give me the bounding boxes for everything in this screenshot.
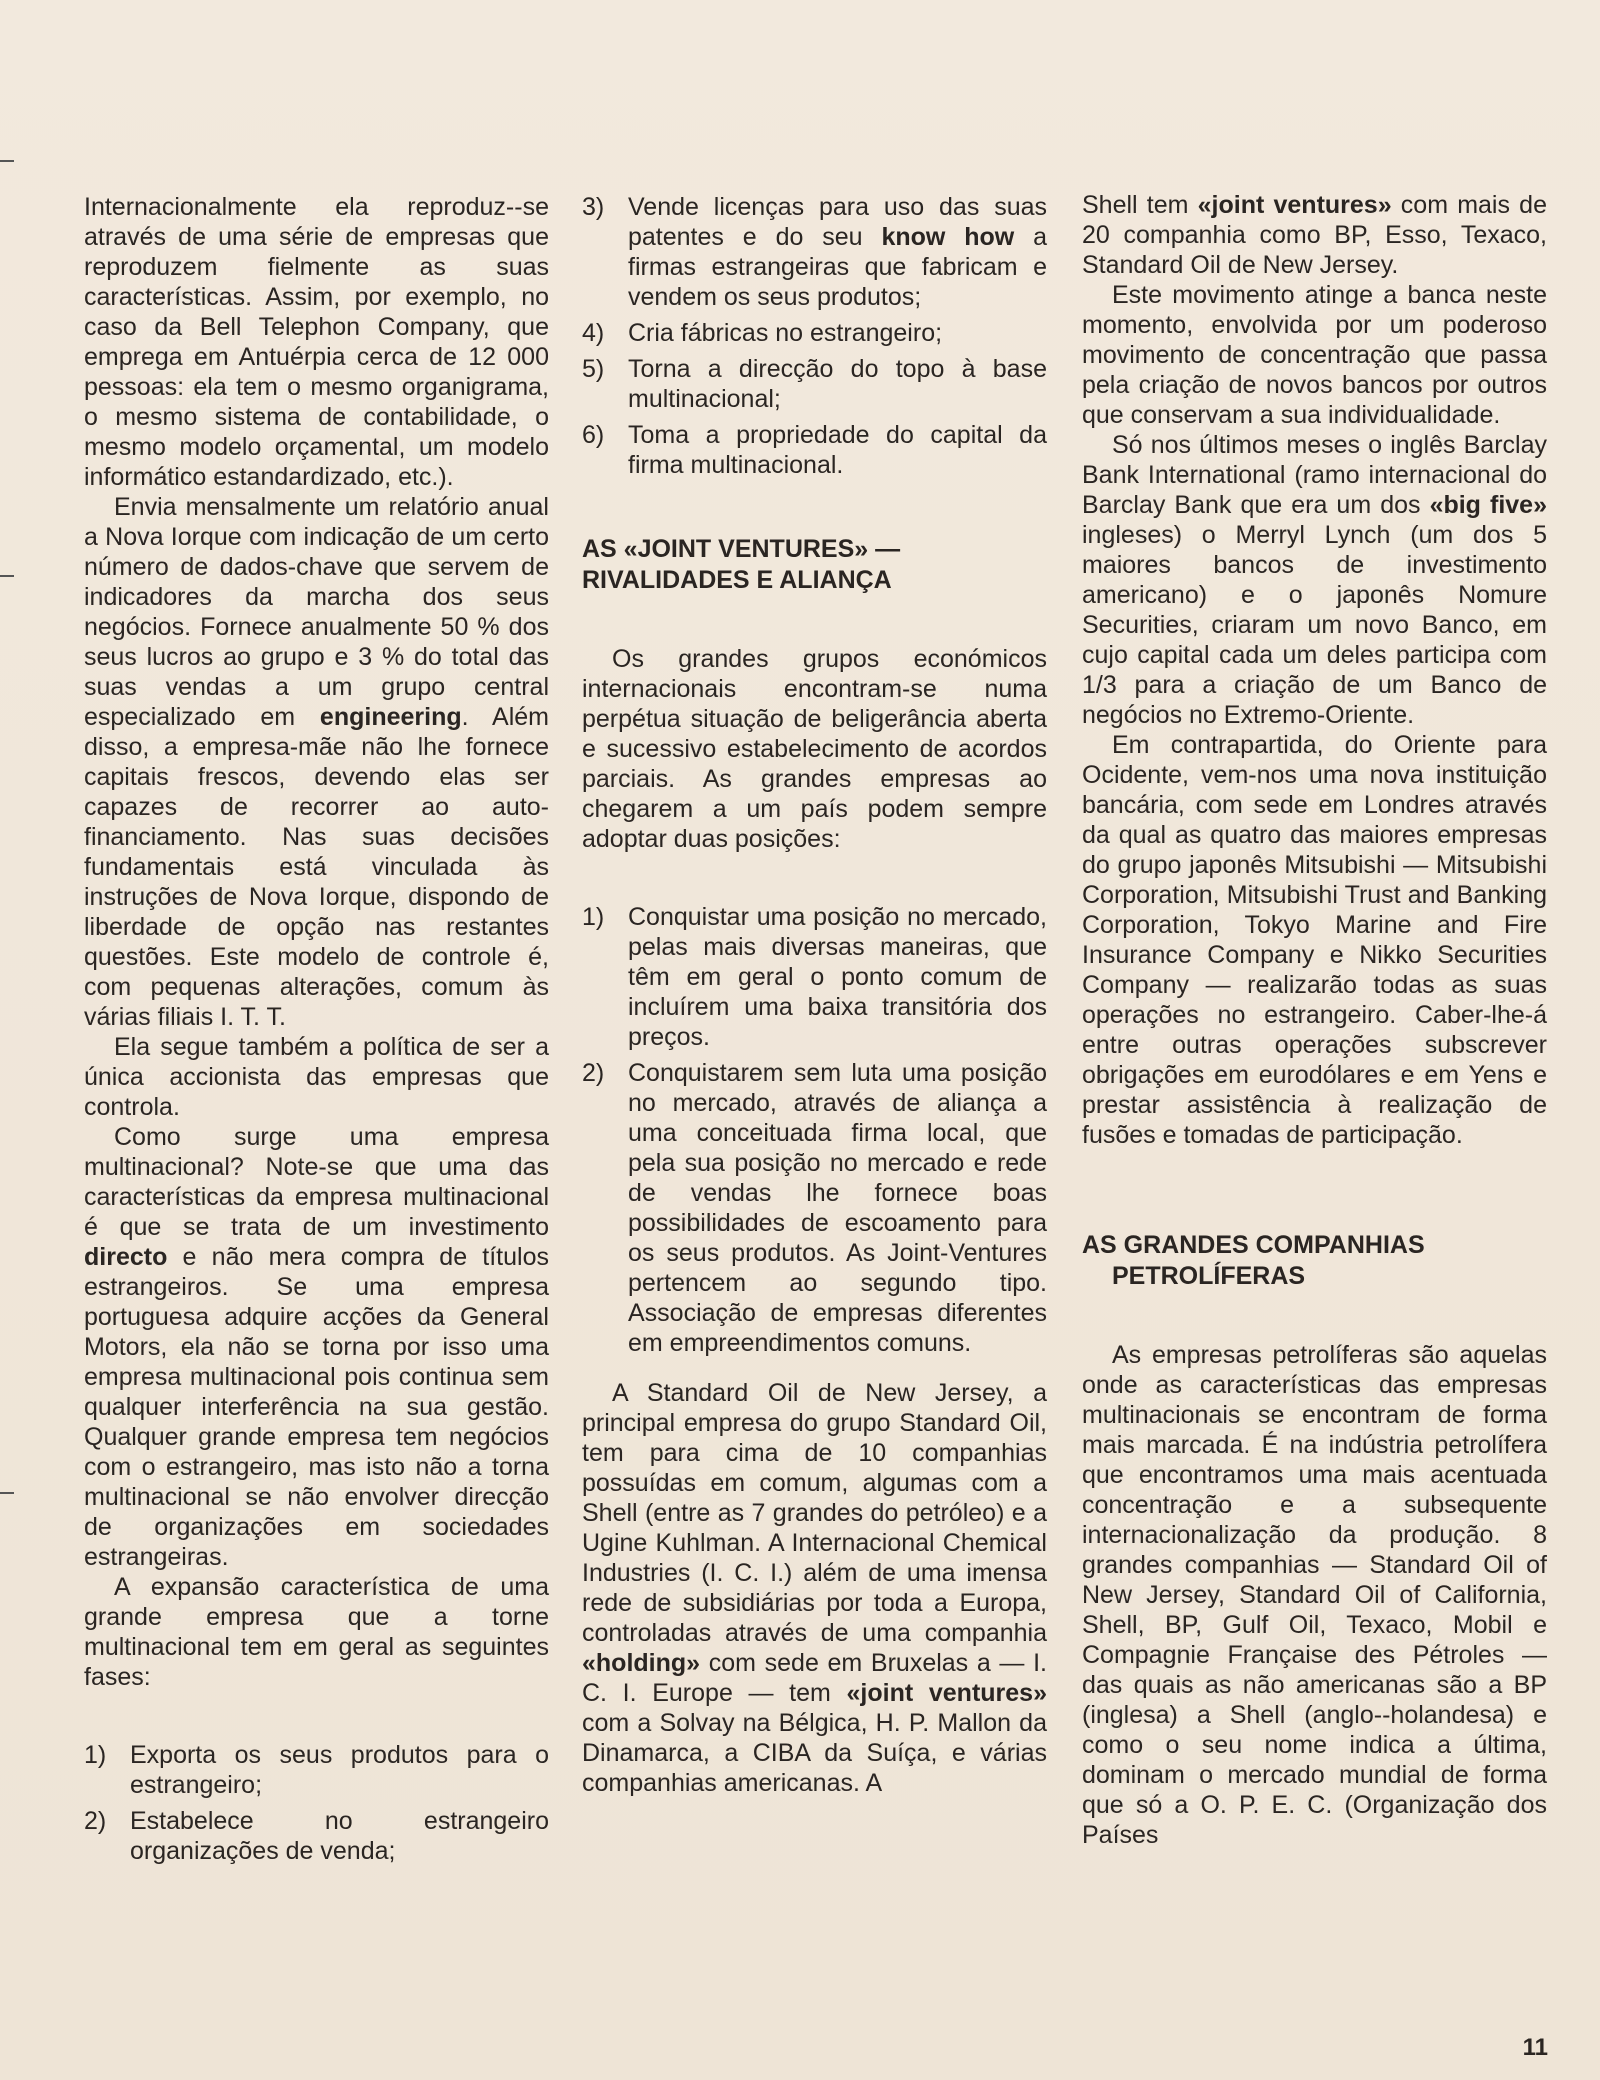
bold-term: «joint ventures»: [846, 1679, 1047, 1707]
bold-term: «holding»: [582, 1649, 701, 1677]
text-run: Só nos últimos meses o inglês Barclay Bank International (ramo internacional do Barclay Bank que era um dos: [1082, 431, 1547, 519]
position-list: [582, 902, 1047, 1358]
column-2: [582, 192, 1047, 1798]
list-number: 2): [582, 1059, 605, 1087]
paragraph: Em contrapartida, do Oriente para Ocidente, vem-nos uma nova instituição bancária, com sede em Londres através da qual as quatro das maiores empresas do grupo japonês Mitsubishi — Mitsubishi Corporation, Mitsubishi Trust and Banking Corporation, Tokyo Marine and Fire Insurance Company e Nikko Securities Company — realizarão todas as suas operações no estrangeiro. Caber-lhe-á entre outras operações subscrever obrigações em eurodólares e em Yens e prestar assistência à realização de fusões e tomadas de participação.: [1082, 731, 1547, 1149]
section-heading: AS GRANDES COMPANHIAS PETROLÍFERAS: [1082, 1231, 1425, 1290]
margin-mark: [0, 575, 14, 577]
column-3: [1082, 190, 1547, 1850]
list-number: 1): [84, 1741, 107, 1769]
list-item: [582, 192, 1047, 312]
list-item: [582, 420, 1047, 480]
list-item: [582, 354, 1047, 414]
section-heading: AS «JOINT VENTURES» — RIVALIDADES E ALIANÇA: [582, 535, 901, 594]
text-run: com mais de 20 companhia como BP, Esso, Texaco, Standard Oil de New Jersey.: [1082, 191, 1547, 279]
list-number: 5): [582, 355, 605, 383]
text-run: a firmas estrangeiras que fabricam e vendem os seus produtos;: [628, 223, 1048, 311]
text-run: e não mera compra de títulos estrangeiros. Se uma empresa portuguesa adquire acções da General Motors, ela não se torna por isso uma empresa multinacional pois continua sem qualquer interferência na sua gestão. Qualquer grande empresa tem negócios com o estrangeiro, mas isto não a torna multinacional se não envolver direcção de organizações em sociedades estrangeiras.: [84, 1243, 549, 1571]
list-number: 3): [582, 193, 605, 221]
text-run: . Além disso, a empresa-mãe não lhe fornece capitais frescos, devendo elas ser capazes de recorrer ao auto-financiamento. Nas suas decisões fundamentais está vinculada às instruções de Nova Iorque, dispondo de liberdade de opção nas restantes questões. Este modelo de controle é, com pequenas alterações, comum às várias filiais I. T. T.: [84, 703, 549, 1031]
bold-term: know how: [881, 223, 1015, 251]
text-run: Envia mensalmente um relatório anual a Nova Iorque com indicação de um certo número de dados-chave que servem de indicadores da marcha dos seus negócios. Fornece anualmente 50 % dos seus lucros ao grupo e 3 % do total das suas vendas a um grupo central especializado em: [84, 493, 549, 731]
phase-list: [84, 1740, 549, 1866]
list-number: 2): [84, 1807, 107, 1835]
list-item: [582, 1058, 1047, 1358]
bold-term: «joint ventures»: [1197, 191, 1392, 219]
list-text: Toma a propriedade do capital da firma multinacional.: [628, 421, 1047, 479]
list-number: 6): [582, 421, 605, 449]
list-text: Estabelece no estrangeiro organizações de venda;: [130, 1807, 549, 1865]
paragraph: A expansão característica de uma grande empresa que a torne multinacional tem em geral as seguintes fases:: [84, 1573, 549, 1691]
list-item: [84, 1806, 549, 1866]
list-text: Torna a direcção do topo à base multinacional;: [628, 355, 1047, 413]
list-number: 4): [582, 319, 605, 347]
margin-mark: [0, 160, 14, 162]
page-number: 11: [1522, 2034, 1548, 2061]
paragraph: [84, 1122, 549, 1572]
list-text: Exporta os seus produtos para o estrangeiro;: [130, 1741, 549, 1799]
text-run: ingleses) o Merryl Lynch (um dos 5 maiores bancos de investimento americano) e o japonês Nomure Securities, criaram um novo Banco, em cujo capital cada um deles participa com 1/3 para a criação de um Banco de negócios no Extremo-Oriente.: [1082, 521, 1547, 729]
paragraph: [1082, 190, 1547, 280]
bold-term: «big five»: [1429, 491, 1547, 519]
list-item: [582, 902, 1047, 1052]
bold-term: directo: [84, 1243, 168, 1271]
paragraph: Ela segue também a política de ser a única accionista das empresas que controla.: [84, 1033, 549, 1121]
bold-term: engineering: [319, 703, 462, 731]
column-1: [84, 192, 549, 1872]
paragraph: As empresas petrolíferas são aquelas onde as características das empresas multinacionais se encontram de forma mais marcada. É na indústria petrolífera que encontramos uma mais acentuada concentração e a subsequente internacionalização da produção. 8 grandes companhias — Standard Oil of New Jersey, Standard Oil of California, Shell, BP, Gulf Oil, Texaco, Mobil e Compagnie Française des Pétroles — das quais as não americanas são a BP (inglesa) a Shell (anglo--holandesa) e como o seu nome indica a última, dominam o mercado mundial de forma que só a O. P. E. C. (Organização dos Países: [1082, 1341, 1547, 1849]
paragraph: [1082, 430, 1547, 730]
paragraph: [84, 492, 549, 1032]
paragraph: Internacionalmente ela reproduz--se através de uma série de empresas que reproduzem fielmente as suas características. Assim, por exemplo, no caso da Bell Telephon Company, que emprega em Antuérpia cerca de 12 000 pessoas: ela tem o mesmo organigrama, o mesmo sistema de contabilidade, o mesmo modelo orçamental, um modelo informático estandardizado, etc.).: [84, 193, 549, 491]
text-run: com sede em Bruxelas a — I. C. I. Europe — tem: [582, 1649, 1047, 1707]
text-run: Como surge uma empresa multinacional? Note-se que uma das características da empresa multinacional é que se trata de um investimento: [84, 1123, 549, 1241]
list-text: Cria fábricas no estrangeiro;: [628, 319, 943, 347]
list-item: [84, 1740, 549, 1800]
list-item: [582, 318, 1047, 348]
margin-mark: [0, 1492, 14, 1494]
paragraph: Os grandes grupos económicos internacionais encontram-se numa perpétua situação de beligerância aberta e sucessivo estabelecimento de acordos parciais. As grandes empresas ao chegarem a um país podem sempre adoptar duas posições:: [582, 645, 1047, 853]
phase-list-continued: [582, 192, 1047, 480]
list-text: Conquistar uma posição no mercado, pelas mais diversas maneiras, que têm em geral o ponto comum de incluírem uma baixa transitória dos preços.: [628, 903, 1047, 1051]
text-run: A Standard Oil de New Jersey, a principal empresa do grupo Standard Oil, tem para cima de 10 companhias possuídas em comum, algumas com a Shell (entre as 7 grandes do petróleo) e a Ugine Kuhlman. A Internacional Chemical Industries (I. C. I.) além de uma imensa rede de subsidiárias por toda a Europa, controladas através de uma companhia: [582, 1379, 1047, 1647]
list-text: [628, 192, 1047, 312]
paragraph: [582, 1378, 1047, 1798]
text-run: Shell tem: [1082, 191, 1198, 219]
paragraph: Este movimento atinge a banca neste momento, envolvida por um poderoso movimento de concentração que passa pela criação de novos bancos por outros que conservam a sua individualidade.: [1082, 281, 1547, 429]
list-text: Conquistarem sem luta uma posição no mercado, através de aliança a uma conceituada firma local, que pela sua posição no mercado e rede de vendas lhe fornece boas possibilidades de escoamento para os seus produtos. As Joint-Ventures pertencem ao segundo tipo. Associação de empresas diferentes em empreendimentos comuns.: [628, 1059, 1047, 1357]
list-number: 1): [582, 903, 605, 931]
text-run: Vende licenças para uso das suas patentes e do seu: [628, 193, 1047, 251]
text-run: com a Solvay na Bélgica, H. P. Mallon da Dinamarca, a CIBA da Suíça, e várias companhias americanas. A: [582, 1709, 1047, 1797]
